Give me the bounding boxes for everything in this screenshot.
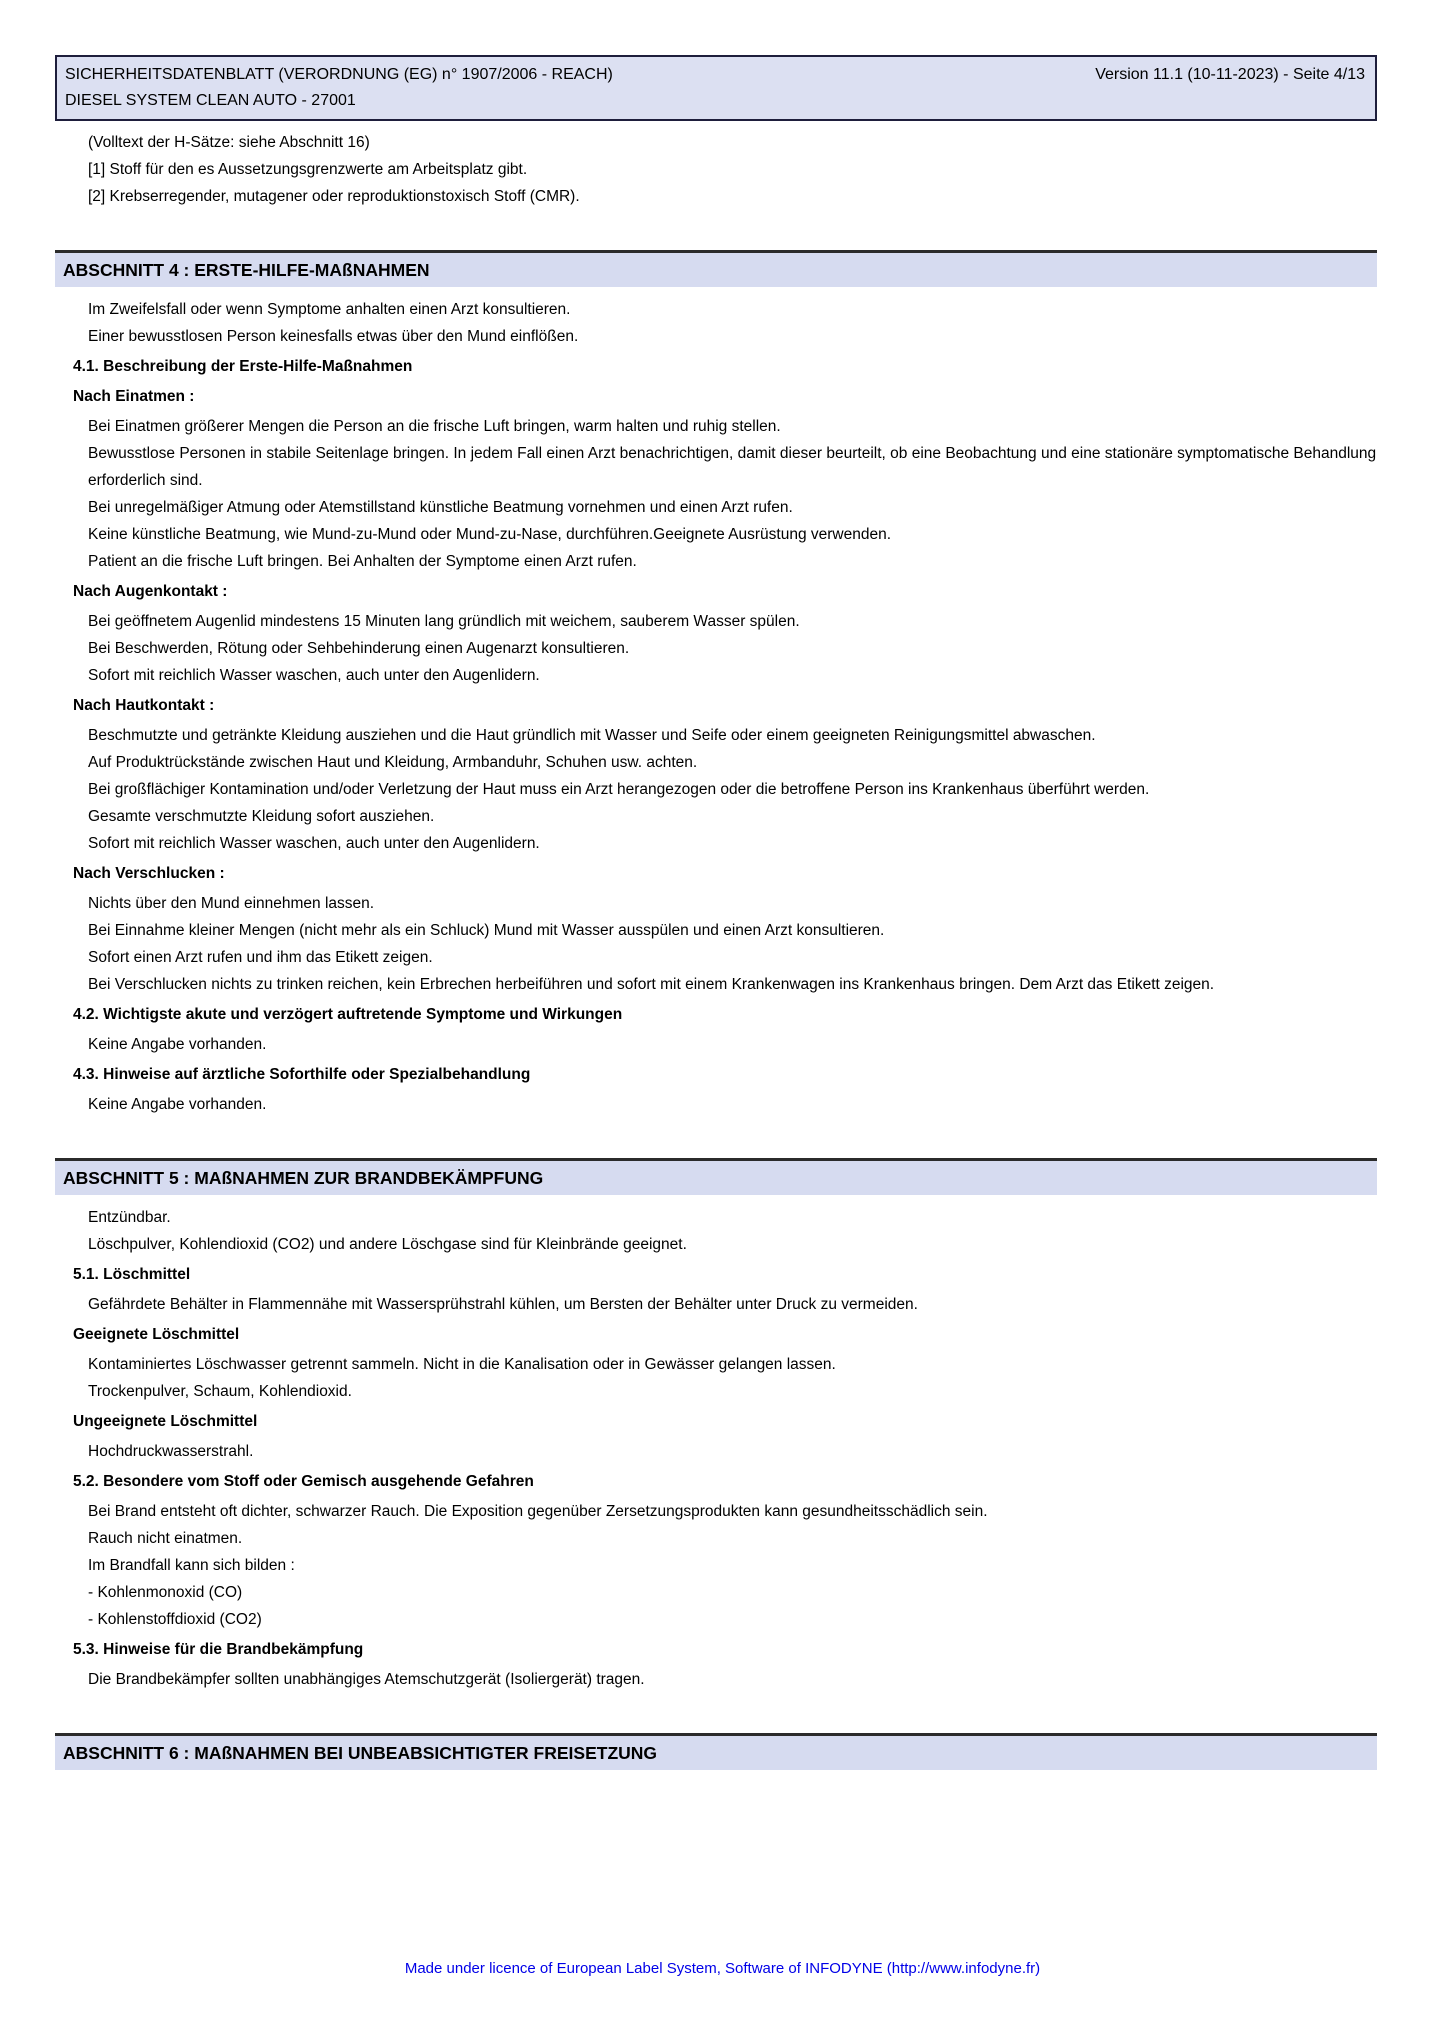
footer-licence-note: Made under licence of European Label System, Software of INFODYNE (http://www.infodyne.fr) (404, 1960, 1041, 1977)
paragraph: Nichts über den Mund einnehmen lassen. (88, 895, 375, 912)
paragraph: - Kohlenmonoxid (CO) (88, 1584, 243, 1601)
paragraph: Die Brandbekämpfer sollten unabhängiges Atemschutzgerät (Isoliergerät) tragen. (88, 1671, 645, 1688)
paragraph: Beschmutzte und getränkte Kleidung ausziehen und die Haut gründlich mit Wasser und Seife oder einem geeigneten Reinigungsmittel abwaschen. (88, 727, 1096, 744)
sub-heading: Nach Einatmen : (73, 388, 195, 405)
paragraph: Keine künstliche Beatmung, wie Mund-zu-Mund oder Mund-zu-Nase, durchführen.Geeignete Ausrüstung verwenden. (88, 526, 892, 543)
sections-container (0, 250, 1445, 1770)
paragraph: - Kohlenstoffdioxid (CO2) (88, 1611, 262, 1628)
paragraph: Im Zweifelsfall oder wenn Symptome anhalten einen Arzt konsultieren. (88, 301, 571, 318)
header-product-name: DIESEL SYSTEM CLEAN AUTO - 27001 (65, 92, 356, 109)
header-title: SICHERHEITSDATENBLATT (VERORDNUNG (EG) n° 1907/2006 - REACH) (65, 66, 613, 83)
paragraph: Rauch nicht einatmen. (88, 1530, 243, 1547)
document-page (0, 55, 1445, 2043)
paragraph: Bei geöffnetem Augenlid mindestens 15 Minuten lang gründlich mit weichem, sauberem Wasser spülen. (88, 613, 800, 630)
section-title-bar (55, 1733, 1377, 1770)
paragraph: Bewusstlose Personen in stabile Seitenlage bringen. In jedem Fall einen Arzt benachrichtigen, damit dieser beurteilt, ob eine Beobachtung und eine stationäre symptomatische Behandlung erforderlich sind. (88, 445, 1377, 489)
paragraph: Löschpulver, Kohlendioxid (CO2) und andere Löschgase sind für Kleinbrände geeignet. (88, 1236, 687, 1253)
section-title-bar (55, 1158, 1377, 1195)
section (55, 250, 1445, 1118)
paragraph: Keine Angabe vorhanden. (88, 1096, 267, 1113)
document-header (55, 55, 1377, 121)
paragraph: Entzündbar. (88, 1209, 171, 1226)
paragraph: Trockenpulver, Schaum, Kohlendioxid. (88, 1383, 352, 1400)
sub-heading: Ungeeignete Löschmittel (73, 1413, 258, 1430)
numbered-subsection-heading: 4.1. Beschreibung der Erste-Hilfe-Maßnahmen (73, 358, 413, 375)
paragraph: Bei Brand entsteht oft dichter, schwarzer Rauch. Die Exposition gegenüber Zersetzungsprodukten kann gesundheitsschädlich sein. (88, 1503, 988, 1520)
paragraph: Kontaminiertes Löschwasser getrennt sammeln. Nicht in die Kanalisation oder in Gewässer gelangen lassen. (88, 1356, 836, 1373)
sub-heading: Geeignete Löschmittel (73, 1326, 240, 1343)
paragraph: Bei Beschwerden, Rötung oder Sehbehinderung einen Augenarzt konsultieren. (88, 640, 630, 657)
paragraph: Hochdruckwasserstrahl. (88, 1443, 254, 1460)
section (55, 1733, 1445, 1770)
paragraph: Sofort mit reichlich Wasser waschen, auch unter den Augenlidern. (88, 835, 540, 852)
intro-line: (Volltext der H-Sätze: siehe Abschnitt 16) (88, 134, 370, 151)
header-row-2 (65, 88, 1365, 114)
intro-block (88, 129, 1445, 210)
sub-heading: Nach Hautkontakt : (73, 697, 215, 714)
numbered-subsection-heading: 5.3. Hinweise für die Brandbekämpfung (73, 1641, 364, 1658)
numbered-subsection-heading: 5.1. Löschmittel (73, 1266, 191, 1283)
paragraph: Sofort mit reichlich Wasser waschen, auch unter den Augenlidern. (88, 667, 540, 684)
paragraph: Patient an die frische Luft bringen. Bei Anhalten der Symptome einen Arzt rufen. (88, 553, 637, 570)
paragraph: Im Brandfall kann sich bilden : (88, 1557, 295, 1574)
paragraph: Gefährdete Behälter in Flammennähe mit Wassersprühstrahl kühlen, um Bersten der Behälter unter Druck zu vermeiden. (88, 1296, 918, 1313)
numbered-subsection-heading: 5.2. Besondere vom Stoff oder Gemisch ausgehende Gefahren (73, 1473, 534, 1490)
sub-heading: Nach Augenkontakt : (73, 583, 228, 600)
section-title: ABSCHNITT 4 : ERSTE-HILFE-MAßNAHMEN (63, 260, 430, 280)
header-row-1 (65, 62, 1365, 88)
paragraph: Keine Angabe vorhanden. (88, 1036, 267, 1053)
paragraph: Sofort einen Arzt rufen und ihm das Etikett zeigen. (88, 949, 433, 966)
paragraph: Bei Einnahme kleiner Mengen (nicht mehr als ein Schluck) Mund mit Wasser ausspülen und einen Arzt konsultieren. (88, 922, 885, 939)
numbered-subsection-heading: 4.3. Hinweise auf ärztliche Soforthilfe oder Spezialbehandlung (73, 1066, 531, 1083)
paragraph: Auf Produktrückstände zwischen Haut und Kleidung, Armbanduhr, Schuhen usw. achten. (88, 754, 698, 771)
paragraph: Bei Einatmen größerer Mengen die Person an die frische Luft bringen, warm halten und ruhig stellen. (88, 418, 781, 435)
sub-heading: Nach Verschlucken : (73, 865, 225, 882)
numbered-subsection-heading: 4.2. Wichtigste akute und verzögert auftretende Symptome und Wirkungen (73, 1006, 623, 1023)
section-title: ABSCHNITT 6 : MAßNAHMEN BEI UNBEABSICHTIGTER FREISETZUNG (63, 1743, 658, 1763)
section-title: ABSCHNITT 5 : MAßNAHMEN ZUR BRANDBEKÄMPFUNG (63, 1168, 544, 1188)
paragraph: Bei unregelmäßiger Atmung oder Atemstillstand künstliche Beatmung vornehmen und einen Arzt rufen. (88, 499, 793, 516)
paragraph: Bei großflächiger Kontamination und/oder Verletzung der Haut muss ein Arzt herangezogen oder die betroffene Person ins Krankenhaus überführt werden. (88, 781, 1150, 798)
section-title-bar (55, 250, 1377, 287)
paragraph: Gesamte verschmutzte Kleidung sofort ausziehen. (88, 808, 435, 825)
intro-line: [1] Stoff für den es Aussetzungsgrenzwerte am Arbeitsplatz gibt. (88, 161, 528, 178)
intro-line: [2] Krebserregender, mutagener oder reproduktionstoxisch Stoff (CMR). (88, 188, 580, 205)
paragraph: Einer bewusstlosen Person keinesfalls etwas über den Mund einflößen. (88, 328, 579, 345)
paragraph: Bei Verschlucken nichts zu trinken reichen, kein Erbrechen herbeiführen und sofort mit einem Krankenwagen ins Krankenhaus bringen. Dem Arzt das Etikett zeigen. (88, 976, 1215, 993)
header-version-page: Version 11.1 (10-11-2023) - Seite 4/13 (1095, 66, 1365, 83)
section (55, 1158, 1445, 1693)
